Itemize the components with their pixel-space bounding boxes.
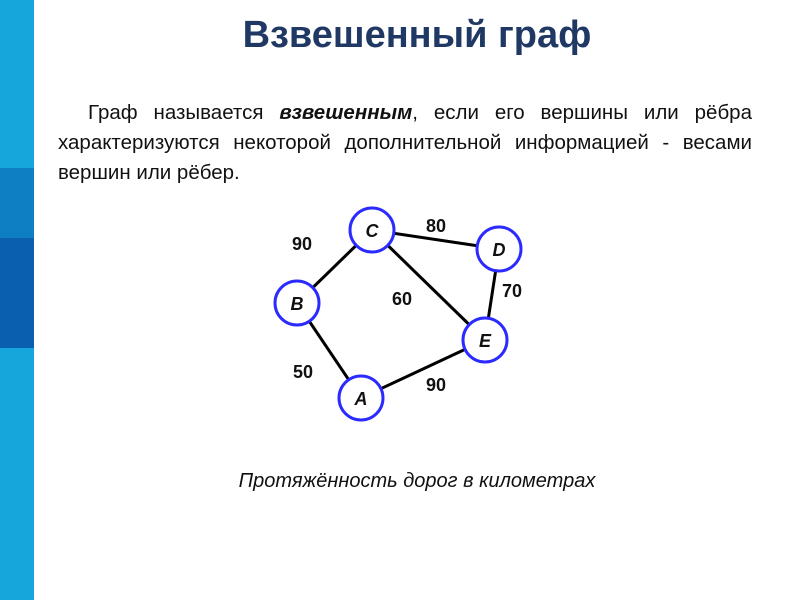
edge-c-e bbox=[372, 230, 485, 340]
graph-caption: Протяжённость дорог в километрах bbox=[238, 470, 596, 492]
edge-weight-c-e: 60 bbox=[391, 289, 413, 309]
definition-text-end: , если его вершины или рёбра характеризуются некоторой дополнительной информацией - весами вершин или рёбер. bbox=[58, 101, 752, 184]
node-e bbox=[463, 318, 507, 362]
graph-edges bbox=[297, 230, 499, 398]
slide-title: Взвешенный граф bbox=[242, 14, 592, 56]
definition-text-start: Граф называется bbox=[88, 101, 280, 124]
node-label-d: D bbox=[492, 240, 506, 260]
node-label-a: A bbox=[354, 389, 368, 409]
node-b bbox=[275, 281, 319, 325]
node-c bbox=[350, 208, 394, 252]
edge-weight-b-c: 90 bbox=[291, 234, 313, 254]
node-label-e: E bbox=[478, 331, 492, 351]
node-d bbox=[477, 227, 521, 271]
node-label-b: B bbox=[290, 294, 304, 314]
edge-weight-d-e: 70 bbox=[501, 281, 523, 301]
node-label-c: C bbox=[365, 221, 379, 241]
node-a bbox=[339, 376, 383, 420]
definition-term: взвешенным bbox=[279, 101, 413, 124]
edge-weight-c-d: 80 bbox=[425, 216, 447, 236]
edge-weight-b-a: 50 bbox=[292, 362, 314, 382]
edge-weight-a-e: 90 bbox=[425, 375, 447, 395]
